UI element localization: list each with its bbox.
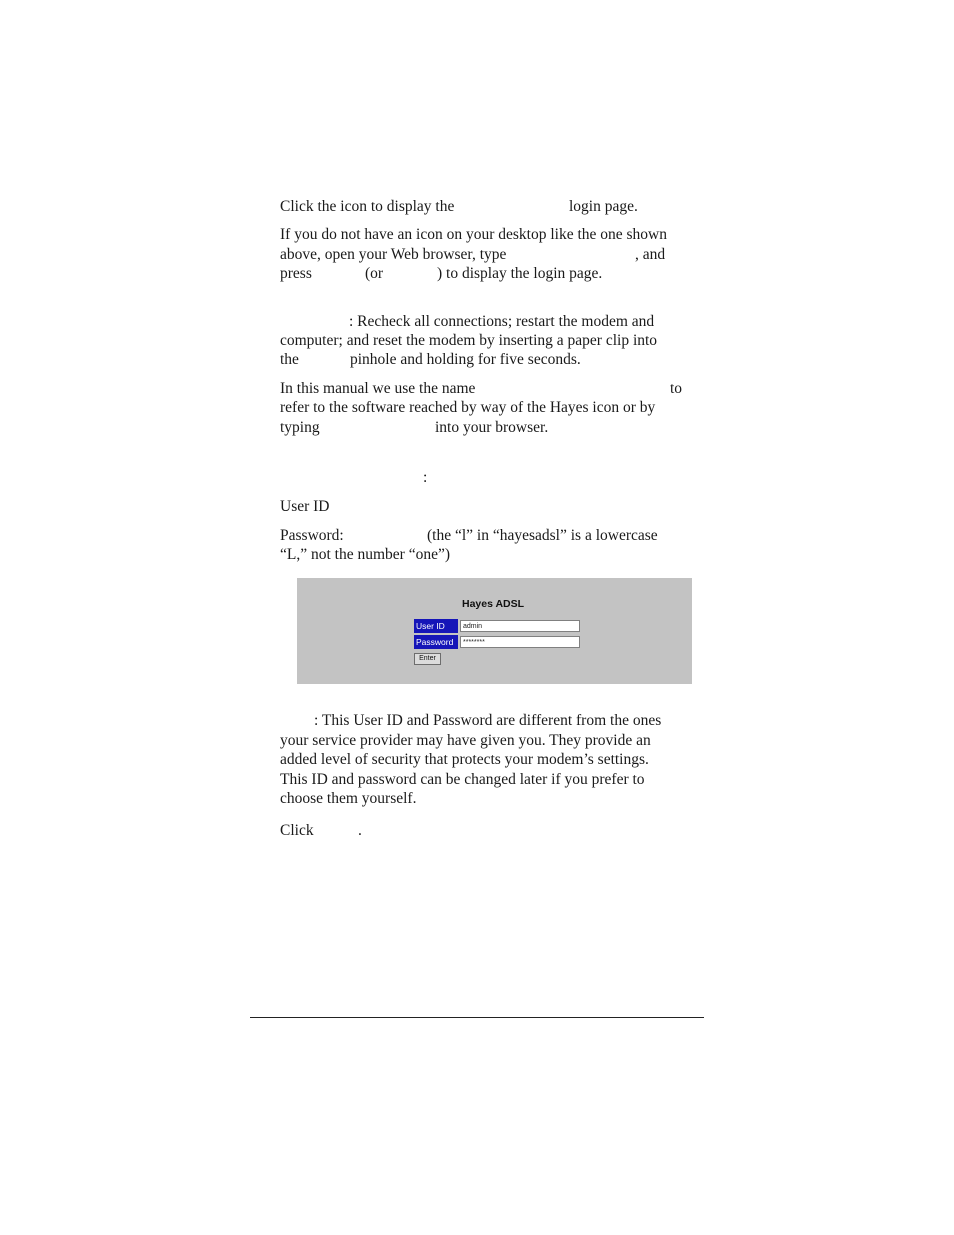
user-id-input[interactable]: admin (460, 620, 580, 632)
text: User ID (280, 498, 330, 515)
text: “L,” not the number “one”) (280, 546, 450, 563)
text: pinhole and holding for five seconds. (350, 351, 581, 368)
text: Click (280, 822, 314, 839)
text: added level of security that protects your modem’s settings. (280, 751, 649, 768)
text: (the “l” in “hayesadsl” is a lowercase (427, 527, 658, 544)
text: press (280, 265, 312, 282)
enter-button[interactable]: Enter (414, 653, 441, 665)
password-input[interactable]: ******** (460, 636, 580, 648)
text: refer to the software reached by way of the Hayes icon or by (280, 399, 656, 416)
text: : (423, 469, 428, 486)
text: (or (365, 265, 384, 282)
login-title: Hayes ADSL (462, 598, 525, 610)
text: login page. (569, 198, 638, 215)
text: In this manual we use the name (280, 380, 476, 397)
text: : This User ID and Password are different from the ones (314, 712, 662, 729)
password-label: Password (414, 635, 458, 649)
text: computer; and reset the modem by inserting a paper clip into (280, 332, 658, 349)
text: the (280, 351, 299, 368)
text: choose them yourself. (280, 790, 417, 807)
text: typing (280, 419, 320, 436)
text: . (358, 822, 362, 839)
text: If you do not have an icon on your desktop like the one shown (280, 226, 667, 243)
login-screenshot (297, 578, 692, 684)
text: Click the icon to display the (280, 198, 455, 215)
user-id-label: User ID (414, 619, 458, 633)
text: Password: (280, 527, 344, 544)
text: : Recheck all connections; restart the modem and (349, 313, 655, 330)
text: This ID and password can be changed later if you prefer to (280, 771, 645, 788)
text: to (670, 380, 683, 397)
footer-rule (250, 1017, 704, 1018)
text: your service provider may have given you. They provide an (280, 732, 651, 749)
text: above, open your Web browser, type (280, 246, 507, 263)
text: ) to display the login page. (437, 265, 603, 282)
text: , and (635, 246, 666, 263)
text: into your browser. (435, 419, 549, 436)
